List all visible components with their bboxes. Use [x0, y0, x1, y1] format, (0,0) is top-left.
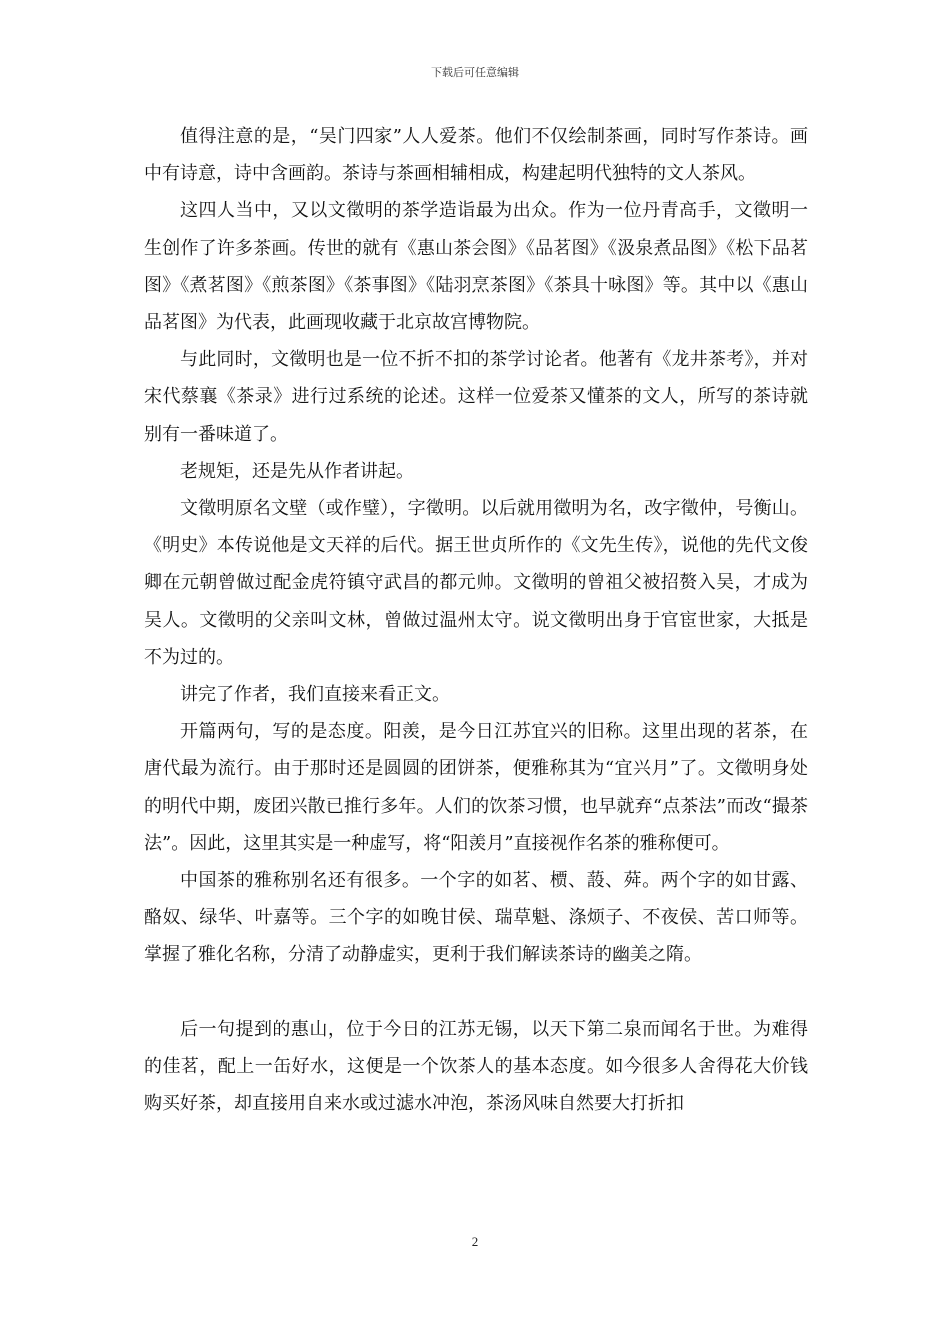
body-paragraph: 与此同时，文徵明也是一位不折不扣的茶学讨论者。他著有《龙井茶考》，并对宋代蔡襄《茶录》进行过系统的论述。这样一位爱茶又懂茶的文人，所写的茶诗就别有一番味道了。 [144, 349, 808, 445]
body-paragraph: 值得注意的是，“吴门四家”人人爱茶。他们不仅绘制茶画，同时写作茶诗。画中有诗意，诗中含画韵。茶诗与茶画相辅相成，构建起明代独特的文人茶风。 [144, 126, 808, 185]
page-header: 下载后可任意编辑 [431, 66, 519, 79]
body-paragraph: 老规矩，还是先从作者讲起。 [180, 460, 414, 482]
body-paragraph: 讲完了作者，我们直接来看正文。 [180, 684, 450, 706]
body-paragraph: 这四人当中，又以文徵明的茶学造诣最为出众。作为一位丹青高手，文徵明一生创作了许多茶画。传世的就有《惠山茶会图》《品茗图》《汲泉煮品图》《松下品茗图》《煮茗图》《煎茶图》《茶事图》《陆羽烹茶图》《茶具十咏图》等。其中以《惠山品茗图》为代表，此画现收藏于北京故宫博物院。 [144, 200, 808, 334]
page-number: 2 [471, 1234, 479, 1249]
paragraph-spacer [144, 974, 808, 1011]
body-paragraph: 中国茶的雅称别名还有很多。一个字的如茗、槚、蔎、荈。两个字的如甘露、酪奴、绿华、叶嘉等。三个字的如晚甘侯、瑞草魁、涤烦子、不夜侯、苦口师等。掌握了雅化名称，分清了动静虚实，更利于我们解读茶诗的幽美之隋。 [144, 870, 808, 966]
body-paragraph: 开篇两句，写的是态度。阳羡，是今日江苏宜兴的旧称。这里出现的茗茶，在唐代最为流行。由于那时还是圆圆的团饼茶，便雅称其为“宜兴月”了。文徵明身处的明代中期，废团兴散已推行多年。人们的饮茶习惯，也早就弃“点茶法”而改“撮茶法”。因此，这里其实是一种虚写，将“阳羡月”直接视作名茶的雅称便可。 [144, 721, 808, 854]
body-paragraph: 文徵明原名文壁（或作璧），字徵明。以后就用徵明为名，改字徵仲，号衡山。《明史》本传说他是文天祥的后代。据王世贞所作的《文先生传》，说他的先代文俊卿在元朝曾做过配金虎符镇守武昌的都元帅。文徵明的曾祖父被招赘入吴，才成为吴人。文徵明的父亲叫文林，曾做过温州太守。说文徵明出身于官宦世家，大抵是不为过的。 [144, 498, 808, 668]
document-body [144, 118, 808, 1122]
body-paragraph: 后一句提到的惠山，位于今日的江苏无锡，以天下第二泉而闻名于世。为难得的佳茗，配上一缶好水，这便是一个饮茶人的基本态度。如今很多人舍得花大价钱购买好茶，却直接用自来水或过滤水冲泡，茶汤风味自然要大打折扣 [144, 1018, 808, 1115]
